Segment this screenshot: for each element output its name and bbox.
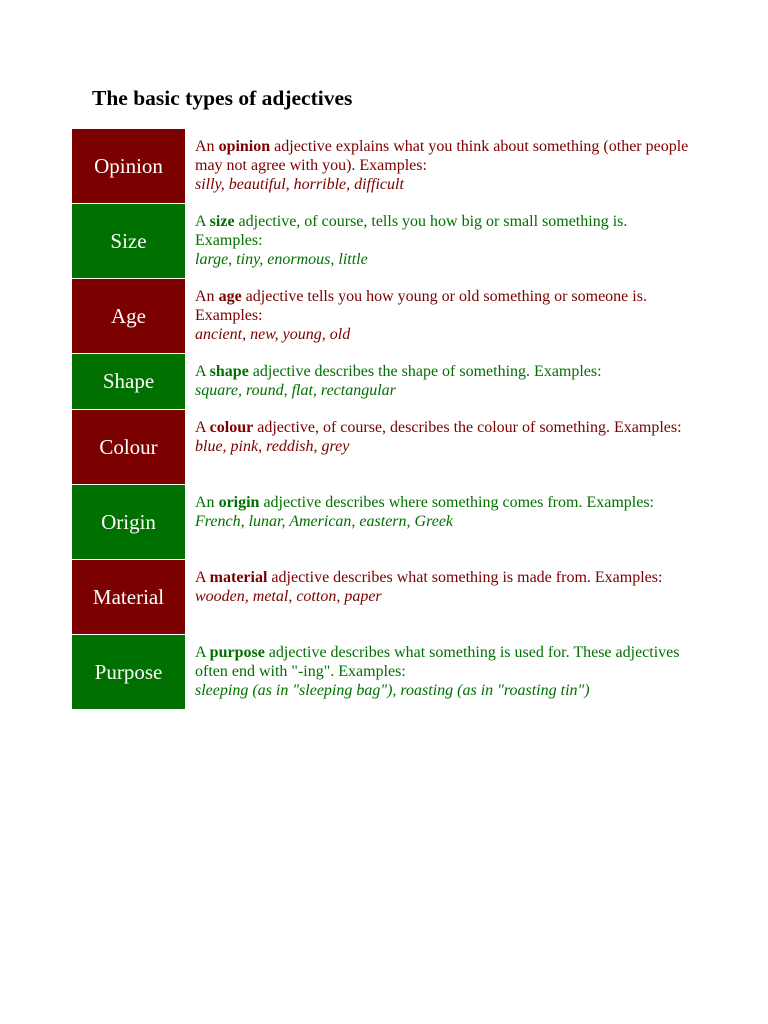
description-text <box>195 137 692 175</box>
description-post: adjective explains what you think about something (other people may not agree with you). Examples: <box>195 138 689 174</box>
description-post: adjective, of course, tells you how big or small something is. Examples: <box>195 213 628 249</box>
type-label-colour: Colour <box>72 410 185 484</box>
description-keyword: shape <box>209 363 249 380</box>
description-pre: An <box>195 288 219 305</box>
type-description-origin <box>185 485 692 559</box>
description-pre: A <box>195 419 210 436</box>
description-post: adjective describes where something comes from. Examples: <box>259 494 654 511</box>
description-post: adjective describes what something is used for. These adjectives often end with "-ing". Examples: <box>195 644 680 680</box>
table-row-size <box>72 204 692 279</box>
description-pre: An <box>195 494 219 511</box>
type-label-shape: Shape <box>72 354 185 409</box>
examples-text: large, tiny, enormous, little <box>195 251 368 268</box>
description-pre: A <box>195 569 210 586</box>
examples-text: French, lunar, American, eastern, Greek <box>195 513 454 530</box>
type-description-colour <box>185 410 692 484</box>
type-label-material: Material <box>72 560 185 634</box>
description-post: adjective describes what something is made from. Examples: <box>267 569 663 586</box>
table-row-colour <box>72 410 692 485</box>
description-keyword: colour <box>209 419 254 436</box>
description-post: adjective describes the shape of something. Examples: <box>248 363 602 380</box>
table-row-opinion <box>72 129 692 204</box>
description-pre: A <box>195 213 210 230</box>
type-description-purpose <box>185 635 692 709</box>
examples-text: sleeping (as in "sleeping bag"), roasting (as in "roasting tin") <box>195 682 590 699</box>
type-description-shape <box>185 354 692 409</box>
table-row-shape <box>72 354 692 410</box>
type-label-origin: Origin <box>72 485 185 559</box>
type-label-age: Age <box>72 279 185 353</box>
description-text <box>195 362 692 381</box>
adjective-types-table <box>72 129 692 709</box>
examples-text: square, round, flat, rectangular <box>195 382 396 399</box>
examples-text: ancient, new, young, old <box>195 326 351 343</box>
description-text <box>195 212 692 250</box>
description-keyword: material <box>209 569 268 586</box>
description-keyword: opinion <box>218 138 271 155</box>
description-keyword: size <box>209 213 235 230</box>
type-description-material <box>185 560 692 634</box>
type-description-age <box>185 279 692 353</box>
description-keyword: purpose <box>209 644 265 661</box>
description-text <box>195 493 692 512</box>
type-label-opinion: Opinion <box>72 129 185 203</box>
type-description-size <box>185 204 692 278</box>
description-text <box>195 418 692 437</box>
description-pre: A <box>195 644 210 661</box>
description-post: adjective, of course, describes the colour of something. Examples: <box>253 419 682 436</box>
type-label-purpose: Purpose <box>72 635 185 709</box>
examples-text: blue, pink, reddish, grey <box>195 438 350 455</box>
type-label-size: Size <box>72 204 185 278</box>
type-description-opinion <box>185 129 692 203</box>
table-row-origin <box>72 485 692 560</box>
description-pre: An <box>195 138 219 155</box>
description-pre: A <box>195 363 210 380</box>
page-title: The basic types of adjectives <box>92 86 353 110</box>
table-row-material <box>72 560 692 635</box>
description-keyword: origin <box>218 494 260 511</box>
description-text <box>195 568 692 587</box>
description-keyword: age <box>218 288 242 305</box>
table-row-age <box>72 279 692 354</box>
description-text <box>195 287 692 325</box>
table-row-purpose <box>72 635 692 709</box>
description-text <box>195 643 692 681</box>
examples-text: silly, beautiful, horrible, difficult <box>195 176 404 193</box>
description-post: adjective tells you how young or old something or someone is. Examples: <box>195 288 647 324</box>
examples-text: wooden, metal, cotton, paper <box>195 588 382 605</box>
